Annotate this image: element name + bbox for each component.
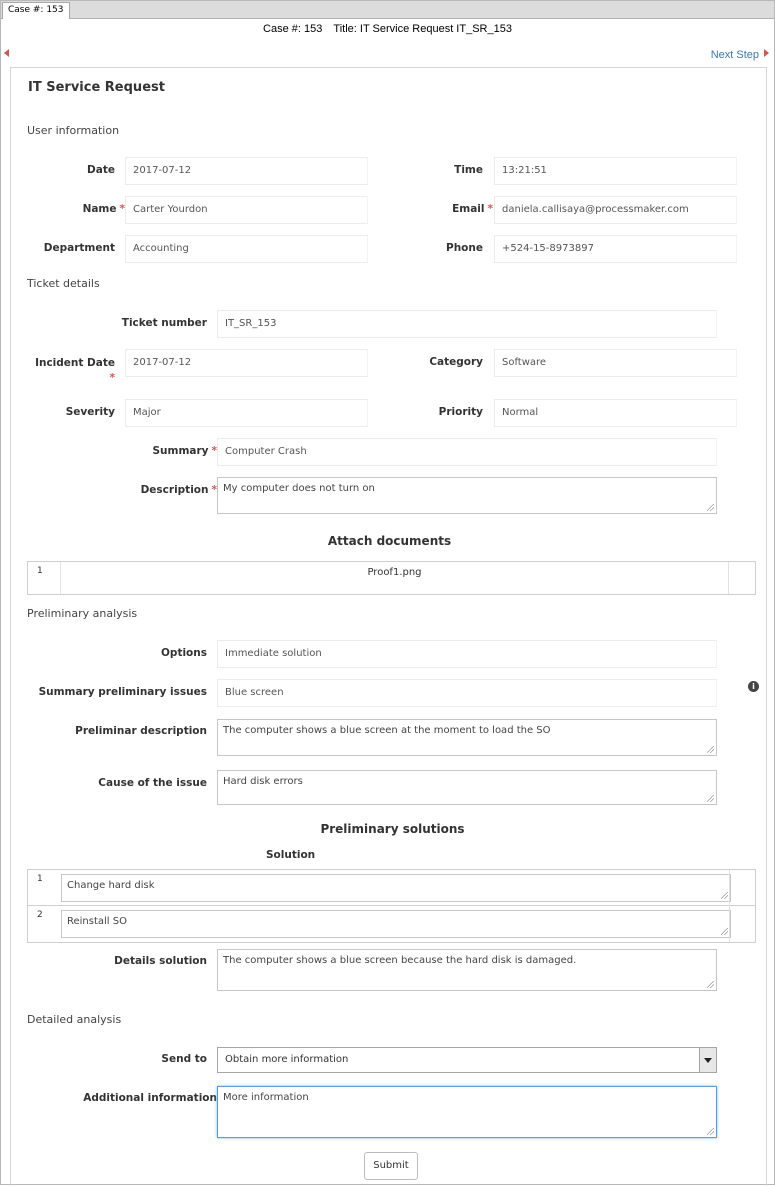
tab-case[interactable]: Case #: 153 [2,2,70,19]
send-to-select[interactable] [217,1047,717,1073]
date-label: Date [87,164,115,176]
priority-label: Priority [438,406,483,418]
preliminary-solutions-heading: Preliminary solutions [320,822,465,836]
submit-button[interactable]: Submit [364,1152,418,1180]
section-ticket-details: Ticket details [27,277,100,290]
category-label: Category [429,356,483,368]
cause-label: Cause of the issue [98,777,207,789]
solution-textarea[interactable] [61,910,731,938]
solutions-grid [27,869,756,943]
time-label: Time [454,164,483,176]
name-field[interactable]: Carter Yourdon [125,196,368,224]
form-title: IT Service Request [28,80,165,95]
summary-issues-field[interactable]: Blue screen [217,679,717,707]
attachment-row-index: 1 [37,566,43,576]
resize-grip-icon[interactable] [707,504,714,511]
date-field[interactable]: 2017-07-12 [125,157,368,185]
dynaform [10,67,767,1186]
preliminar-description-text: The computer shows a blue screen at the moment to load the SO [223,725,551,736]
phone-label: Phone [446,242,483,254]
name-label: Name * [82,203,125,215]
section-detailed-analysis: Detailed analysis [27,1013,122,1026]
grid-divider [729,870,730,906]
send-to-value: Obtain more information [225,1054,349,1065]
additional-information-textarea[interactable] [217,1086,717,1138]
tab-bar [1,1,774,19]
preliminar-description-textarea[interactable] [217,719,717,756]
details-solution-textarea[interactable] [217,949,717,991]
severity-label: Severity [65,406,115,418]
attachment-file-link[interactable]: Proof1.png [61,562,729,594]
severity-field[interactable]: Major [125,399,368,427]
grid-index-cell [28,562,61,594]
department-field[interactable]: Accounting [125,235,368,263]
description-textarea[interactable] [217,477,717,514]
table-row [28,906,755,942]
case-title: Title: IT Service Request IT_SR_153 [333,23,512,35]
attach-documents-heading: Attach documents [327,534,452,548]
resize-grip-icon[interactable] [707,795,714,802]
summary-field[interactable]: Computer Crash [217,438,717,466]
solution-column-header: Solution [266,849,316,861]
incident-date-field[interactable]: 2017-07-12 [125,349,368,377]
info-icon[interactable]: i [748,681,759,692]
priority-field[interactable]: Normal [494,399,737,427]
phone-field[interactable]: +524-15-8973897 [494,235,737,263]
case-header [1,23,774,35]
preliminar-description-label: Preliminar description [75,725,207,737]
resize-grip-icon[interactable] [707,1128,714,1135]
options-field[interactable]: Immediate solution [217,640,717,668]
resize-grip-icon[interactable] [707,746,714,753]
solution-row-index: 2 [37,910,43,920]
summary-issues-label: Summary preliminary issues [38,686,207,698]
section-user-information: User information [27,124,120,137]
resize-grip-icon[interactable] [707,981,714,988]
department-label: Department [43,242,115,254]
solution-textarea[interactable] [61,874,731,902]
case-number: Case #: 153 [263,23,323,35]
cause-textarea[interactable] [217,770,717,805]
solution-row-index: 1 [37,874,43,884]
attachments-grid [27,561,756,595]
send-to-label: Send to [161,1053,207,1065]
chevron-down-icon[interactable] [699,1048,716,1072]
additional-information-label: Additional information [83,1092,217,1104]
solution-text: Reinstall SO [67,916,127,927]
resize-grip-icon[interactable] [721,928,728,935]
ticket-number-field[interactable]: IT_SR_153 [217,310,717,338]
details-solution-label: Details solution [114,955,207,967]
summary-label: Summary * [152,445,217,457]
details-solution-text: The computer shows a blue screen because the hard disk is damaged. [223,955,577,966]
section-preliminary-analysis: Preliminary analysis [27,607,138,620]
grid-divider [729,906,730,942]
next-step-link[interactable]: Next Step [710,49,759,61]
table-row [28,870,755,906]
email-field[interactable]: daniela.callisaya@processmaker.com [494,196,737,224]
next-step-arrow-icon[interactable] [764,49,769,57]
options-label: Options [161,647,207,659]
description-text: My computer does not turn on [223,483,375,494]
ticket-number-label: Ticket number [121,317,207,329]
resize-grip-icon[interactable] [721,892,728,899]
category-field[interactable]: Software [494,349,737,377]
solution-text: Change hard disk [67,880,155,891]
previous-step-arrow-icon[interactable] [4,49,9,57]
description-label: Description * [140,484,217,496]
incident-date-label: Incident Date * [35,357,115,384]
additional-information-text: More information [223,1092,309,1103]
time-field[interactable]: 13:21:51 [494,157,737,185]
email-label: Email * [452,203,493,215]
cause-text: Hard disk errors [223,776,303,787]
